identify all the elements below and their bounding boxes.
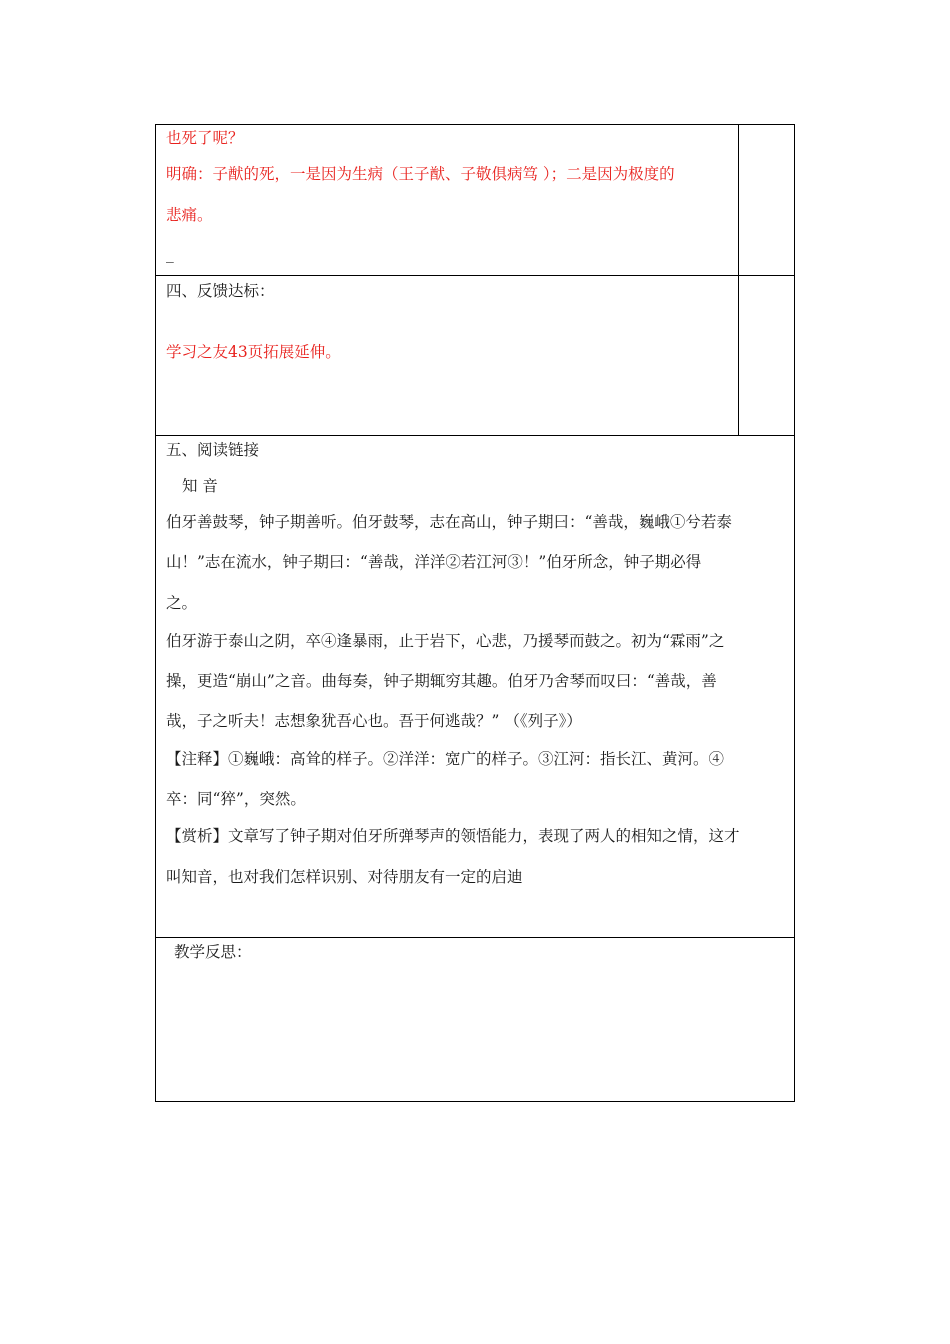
table-border-right xyxy=(794,124,795,1102)
dash-mark: _ xyxy=(166,245,174,263)
row-divider-1 xyxy=(155,275,795,276)
row-divider-3 xyxy=(155,937,795,938)
answer-line-2: 悲痛。 xyxy=(166,206,213,224)
analysis-line-1: 【赏析】文章写了钟子期对伯牙所弹琴声的领悟能力，表现了两人的相知之情，这才 xyxy=(166,827,740,845)
question-tail: 也死了呢？ xyxy=(166,129,244,147)
table-border-top xyxy=(155,124,795,125)
table-border-left xyxy=(155,124,156,1102)
passage-p1-line-3: 之。 xyxy=(166,594,198,612)
passage-p2-line-3: 哉，子之听夫！志想象犹吾心也。吾于何逃哉？” （《列子》） xyxy=(166,712,582,730)
row-divider-2 xyxy=(155,435,795,436)
reading-heading: 五、阅读链接 xyxy=(166,441,260,459)
answer-line-1: 明确：子猷的死，一是因为生病（王子猷、子敬俱病笃 ）；二是因为极度的 xyxy=(166,165,675,183)
column-divider xyxy=(738,124,739,436)
passage-p1-line-2: 山！”志在流水，钟子期曰：“善哉，洋洋②若江河③！”伯牙所念，钟子期必得 xyxy=(166,553,702,571)
passage-p2-line-1: 伯牙游于泰山之阴，卒④逢暴雨，止于岩下，心悲，乃援琴而鼓之。初为“霖雨”之 xyxy=(166,632,725,650)
passage-p2-line-2: 操，更造“崩山”之音。曲每奏，钟子期辄穷其趣。伯牙乃舍琴而叹曰：“善哉，善 xyxy=(166,672,717,690)
feedback-heading: 四、反馈达标： xyxy=(166,282,275,300)
table-border-bottom xyxy=(155,1101,795,1102)
analysis-line-2: 叫知音，也对我们怎样识别、对待朋友有一定的启迪 xyxy=(166,868,523,886)
passage-title: 知 音 xyxy=(182,477,218,495)
reflection-heading: 教学反思： xyxy=(174,943,252,961)
notes-line-2: 卒：同“猝”，突然。 xyxy=(166,790,306,808)
notes-line-1: 【注释】①巍峨：高耸的样子。②洋洋：宽广的样子。③江河：指长江、黄河。④ xyxy=(166,750,725,768)
passage-p1-line-1: 伯牙善鼓琴，钟子期善听。伯牙鼓琴，志在高山，钟子期曰：“善哉，巍峨①兮若泰 xyxy=(166,513,732,531)
feedback-task: 学习之友43页拓展延伸。 xyxy=(166,343,341,361)
